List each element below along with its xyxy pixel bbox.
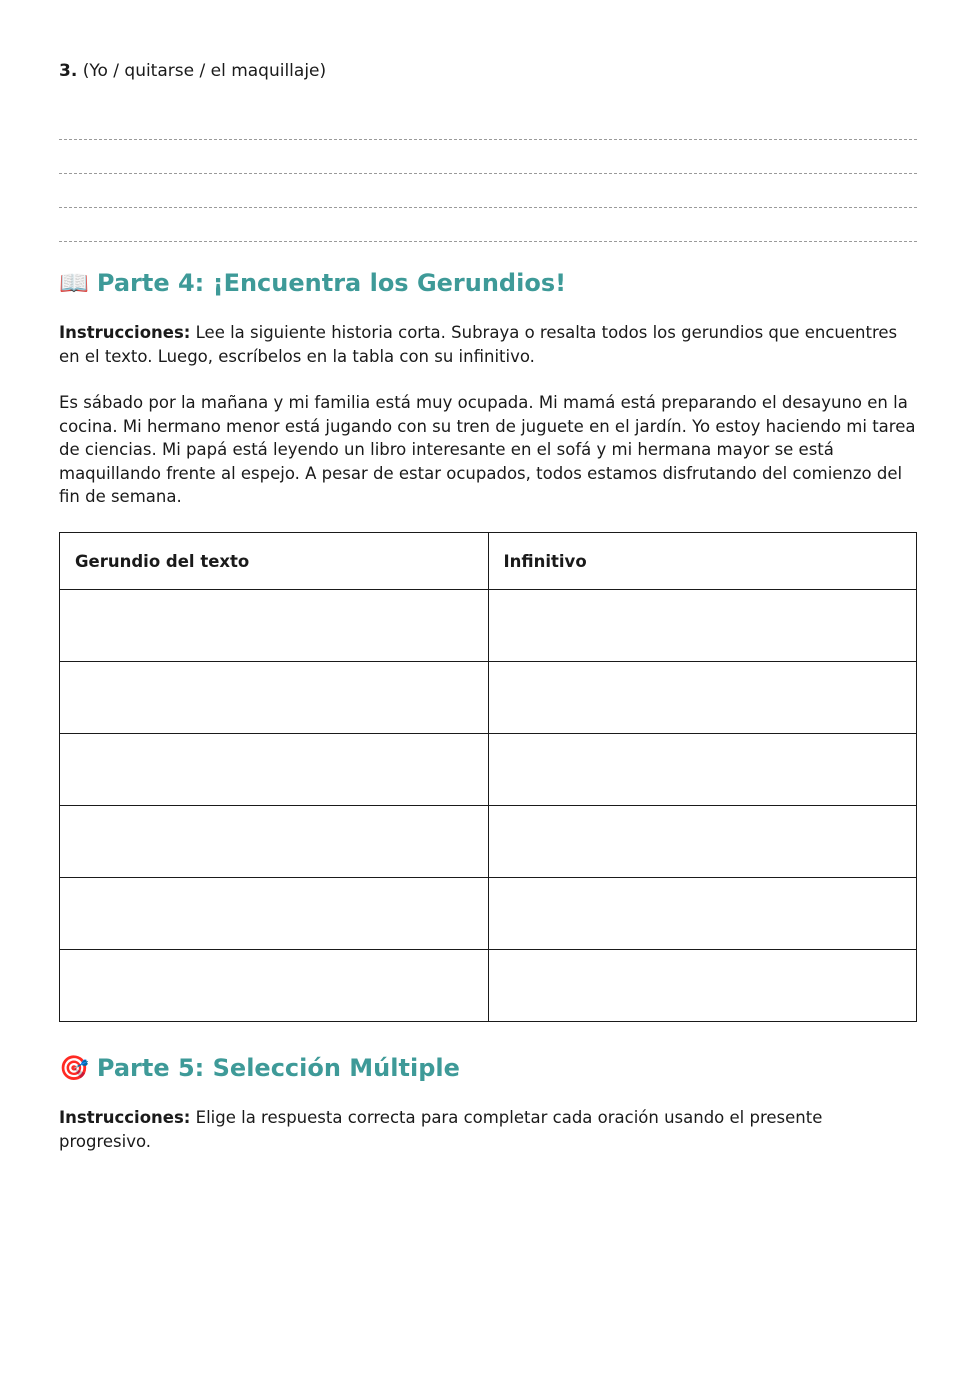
answer-line-3[interactable]: [59, 207, 917, 208]
table-row: [60, 662, 917, 734]
table-header-row: [60, 533, 917, 590]
question-number: 3.: [59, 61, 78, 81]
header-gerund: Gerundio del texto: [60, 533, 489, 590]
part5-heading: [59, 1053, 460, 1083]
story-paragraph: Es sábado por la mañana y mi familia está muy ocupada. Mi mamá está preparando el desayuno en la cocina. Mi hermano menor está jugando con su tren de juguete en el jardín. Yo estoy haciendo mi tarea de ciencias. Mi papá está leyendo un libro interesante en el sofá y mi hermana mayor se está maquillando frente al espejo. A pesar de estar ocupados, todos estamos disfrutando del comienzo del fin de semana.: [59, 393, 916, 506]
answer-line-2[interactable]: [59, 173, 917, 174]
header-infinitive: Infinitivo: [488, 533, 917, 590]
instructions-label: Instrucciones:: [59, 323, 191, 342]
part4-title: Parte 4: ¡Encuentra los Gerundios!: [96, 269, 567, 297]
target-icon: 🎯: [59, 1054, 89, 1082]
part5-title: Parte 5: Selección Múltiple: [96, 1054, 460, 1082]
answer-line-4[interactable]: [59, 241, 917, 242]
gerund-table: [59, 532, 917, 1022]
gerund-cell[interactable]: [60, 806, 489, 878]
infinitive-cell[interactable]: [488, 734, 917, 806]
question-3: [59, 60, 326, 82]
instructions-label: Instrucciones:: [59, 1108, 191, 1127]
infinitive-cell[interactable]: [488, 950, 917, 1022]
gerund-cell[interactable]: [60, 878, 489, 950]
gerund-cell[interactable]: [60, 590, 489, 662]
table-row: [60, 950, 917, 1022]
table-row: [60, 590, 917, 662]
infinitive-cell[interactable]: [488, 662, 917, 734]
part4-heading: [59, 268, 566, 298]
infinitive-cell[interactable]: [488, 878, 917, 950]
table-row: [60, 806, 917, 878]
table-row: [60, 734, 917, 806]
question-prompt: (Yo / quitarse / el maquillaje): [82, 61, 327, 81]
open-book-icon: 📖: [59, 269, 89, 297]
instructions-text: Lee la siguiente historia corta. Subraya o resalta todos los gerundios que encuentres en el texto. Luego, escríbelos en la tabla con su infinitivo.: [59, 323, 898, 366]
gerund-cell[interactable]: [60, 734, 489, 806]
infinitive-cell[interactable]: [488, 590, 917, 662]
answer-line-1[interactable]: [59, 139, 917, 140]
table-row: [60, 878, 917, 950]
part5-instructions: [59, 1106, 917, 1153]
instructions-text: Elige la respuesta correcta para completar cada oración usando el presente progresivo.: [59, 1108, 823, 1151]
infinitive-cell[interactable]: [488, 806, 917, 878]
gerund-cell[interactable]: [60, 950, 489, 1022]
part4-instructions: [59, 321, 917, 368]
gerund-cell[interactable]: [60, 662, 489, 734]
